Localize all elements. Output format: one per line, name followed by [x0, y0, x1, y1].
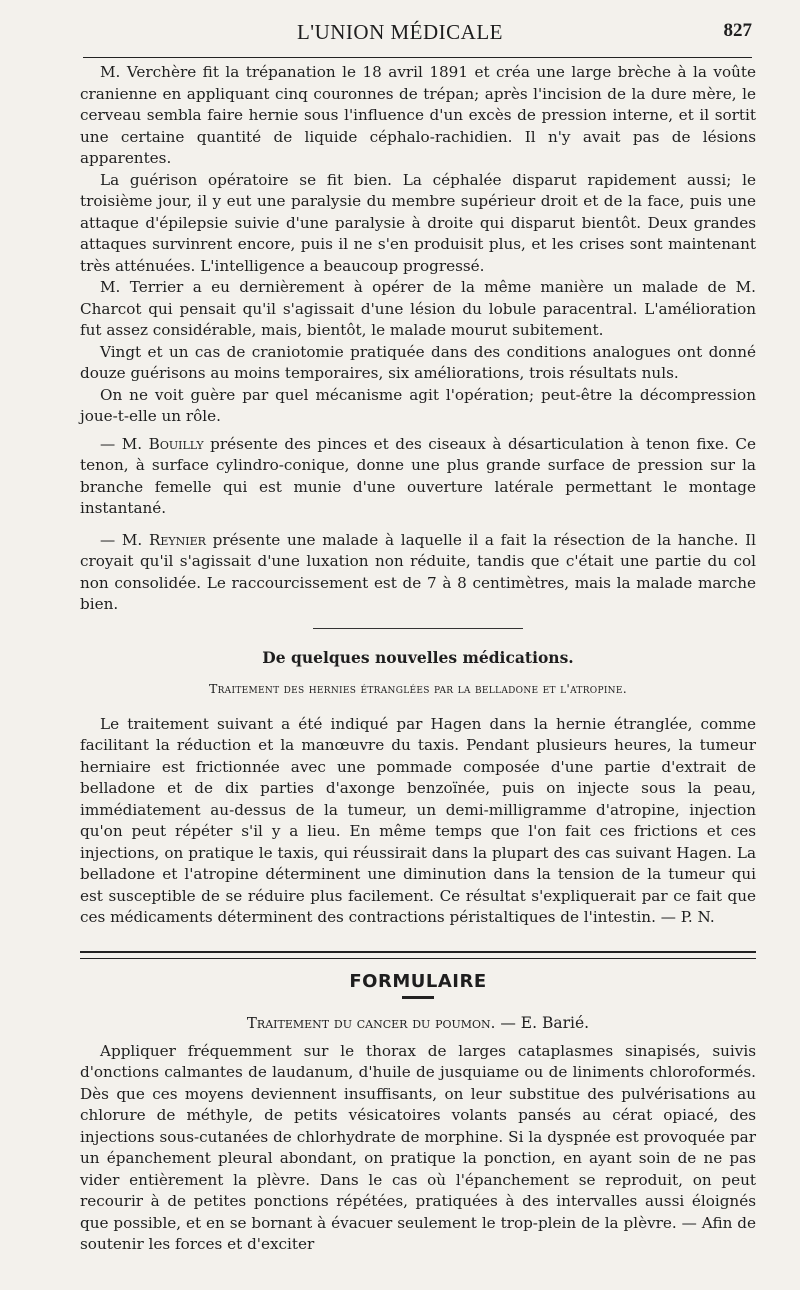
paragraph-text: présente des pinces et des ciseaux à désarticulation à tenon fixe. Ce tenon, à surface cylindro-conique, donne une plus grande surface de pression sur la branche femelle qui est munie d'une ouverture latérale permettant le montage instantané. — [80, 434, 756, 517]
section-divider — [313, 628, 523, 629]
author-name: Reynier — [148, 530, 206, 549]
page-number: 827 — [723, 20, 752, 41]
title-bar — [402, 996, 434, 999]
double-rule — [80, 951, 756, 959]
paragraph-verchere: M. Verchère fit la trépanation le 18 avril 1891 et créa une large brèche à la voûte cranienne en appliquant cinq couronnes de trépan; après l'incision de la dure mère, le cerveau sembla faire hernie sous l'influence d'un excès de pression interne, et il sortit une certaine quantité de liquide céphalo-rachidien. Il n'y avait pas de lésions apparentes. — [80, 63, 756, 167]
paragraph-cancer-poumon: Appliquer fréquemment sur le thorax de larges cataplasmes sinapisés, suivis d'onctions calmantes de laudanum, d'huile de jusquiame ou de liniments chloroformés. Dès que ces moyens deviennent insuffisants, on leur substitue des pulvérisations au chlorure de méthyle, de petits vésicatoires volants pansés au cérat opiacé, des injections sous-cutanées de chlorhydrate de morphine. Si la dyspnée est provoquée par un épanchement pleural abondant, on pratique la ponction, en ayant soin de ne pas vider entièrement la plèvre. Dans le cas où l'épanchement se reproduit, on peut recourir à de petites ponctions répétées, pratiquées à des intervalles aussi éloignés que possible, et en se bornant à évacuer seulement le trop-plein de la plèvre. — Afin de soutenir les forces et d'exciter — [80, 1041, 756, 1253]
header-rule — [83, 57, 752, 58]
prefix: — M. — [100, 434, 149, 453]
paragraph-reynier — [80, 530, 756, 616]
section-title: De quelques nouvelles médications. — [262, 647, 574, 667]
subtitle-author: — E. Barié. — [495, 1014, 590, 1032]
paragraph-mecanisme: On ne voit guère par quel mécanisme agit l'opération; peut-être la décompression joue-t-elle un rôle. — [80, 385, 756, 425]
page-header — [0, 12, 800, 52]
formulaire-title: FORMULAIRE — [349, 970, 487, 992]
subsection-title: Traitement des hernies étranglées par la belladone et l'atropine. — [208, 681, 628, 696]
paragraph-bouilly — [80, 434, 756, 520]
paragraph-hagen: Le traitement suivant a été indiqué par Hagen dans la hernie étranglée, comme facilitant la réduction et la manœuvre du taxis. Pendant plusieurs heures, la tumeur herniaire est frictionnée avec une pommade composée d'une partie d'extrait de belladone et de dix parties d'axonge benzoïnée, puis on injecte sous la peau, immédiatement au-dessus de la tumeur, un demi-milligramme d'atropine, injection qu'on peut répéter s'il y a lieu. En même temps que l'on fait ces frictions et ces injections, on pratique le taxis, qui réussirait dans la plupart des cas suivant Hagen. La belladone et l'atropine déterminent une diminution dans la tension de la tumeur qui est susceptible de se réduire plus facilement. Ce résultat s'expliquerait par ce fait que ces médicaments déterminent des contractions péristaltiques de l'intestin. — P. N. — [80, 714, 756, 926]
paragraph-craniotomie: Vingt et un cas de craniotomie pratiquée dans des conditions analogues ont donné douze guérisons au moins temporaires, six améliorations, trois résultats nuls. — [80, 342, 756, 382]
paragraph-terrier: M. Terrier a eu dernièrement à opérer de la même manière un malade de M. Charcot qui pensait qu'il s'agissait d'une lésion du lobule paracentral. L'amélioration fut assez considérable, mais, bientôt, le malade mourut subitement. — [80, 278, 756, 339]
paragraph-guerison: La guérison opératoire se fit bien. La céphalée disparut rapidement aussi; le troisième jour, il y eut une paralysie du membre supérieur droit et de la face, puis une attaque d'épilepsie suivie d'une paralysie à droite qui disparut bientôt. Deux grandes attaques survinrent encore, puis il ne s'en produisit plus, et les crises sont maintenant très atténuées. L'intelligence a beaucoup progressé. — [80, 170, 756, 275]
formulaire-subtitle — [80, 1013, 756, 1035]
running-title: L'UNION MÉDICALE — [296, 20, 503, 44]
paragraph-text: présente une malade à laquelle il a fait la résection de la hanche. Il croyait qu'il s'agissait d'une luxation non réduite, tandis que c'était une partie du col non consolidée. Le raccourcissement est de 7 à 8 centimètres, mais la malade marche bien. — [80, 530, 756, 613]
author-name: Bouilly — [148, 434, 204, 453]
prefix: — M. — [100, 530, 149, 549]
body-text — [80, 62, 756, 1256]
subtitle-text: Traitement du cancer du poumon. — [246, 1014, 496, 1032]
